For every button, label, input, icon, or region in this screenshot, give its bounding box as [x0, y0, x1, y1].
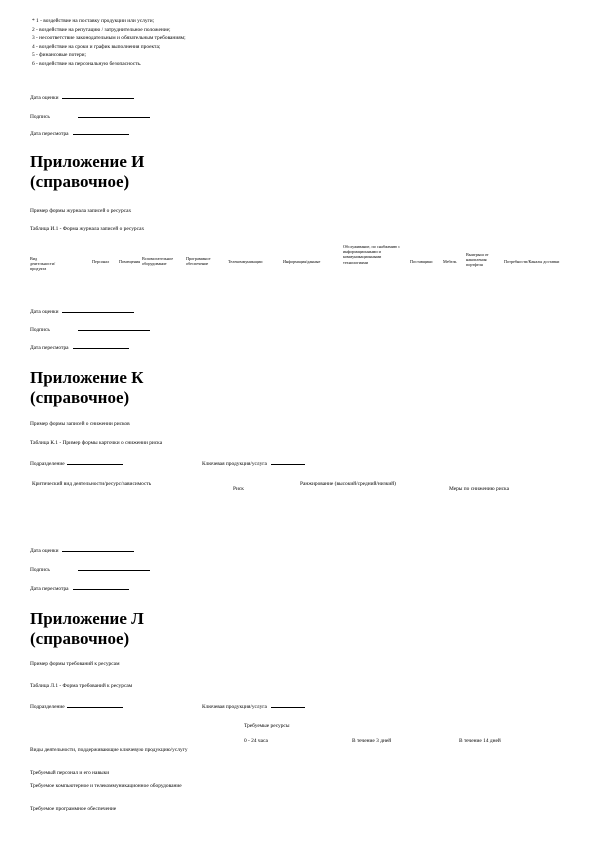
- assessment-date-label: Дата оценки: [30, 95, 59, 101]
- legend-item: 3 - несоответствие законодательным и обязательным требованиям;: [32, 35, 186, 42]
- resource-header: Требуемые ресурсы: [244, 723, 290, 729]
- review-date-label: Дата пересмотра: [30, 345, 69, 351]
- signature-field[interactable]: [78, 330, 150, 331]
- review-date-row: [30, 586, 129, 593]
- appendix-l-table-caption: Таблица Л.1 - Форма требований к ресурсам: [30, 683, 133, 689]
- period-header: 0 - 24 часа: [244, 738, 268, 744]
- signature-label: Подпись: [30, 567, 50, 573]
- department-row: [30, 704, 123, 711]
- legend-item: 5 - финансовые потери;: [32, 52, 87, 59]
- key-product-field[interactable]: [271, 707, 305, 708]
- column-header: Вид деятельности/продукта: [30, 256, 56, 272]
- review-date-label: Дата пересмотра: [30, 131, 69, 137]
- appendix-title-line: (справочное): [30, 629, 130, 648]
- appendix-k-subtitle: Пример формы записей о снижении рисков: [30, 421, 130, 427]
- signature-row: [30, 114, 150, 121]
- department-field[interactable]: [67, 707, 123, 708]
- signature-field[interactable]: [78, 570, 150, 571]
- signature-row: [30, 327, 150, 334]
- appendix-i-title: [30, 152, 144, 192]
- column-header: Поставщики: [410, 259, 433, 264]
- assessment-date-row: [30, 309, 134, 316]
- table-row-label: Требуемое компьютерное и телекоммуникационное оборудование: [30, 783, 182, 789]
- appendix-title-line: (справочное): [30, 388, 130, 407]
- assessment-date-row: [30, 95, 134, 102]
- key-product-label: Ключевая продукция/услуга: [202, 461, 267, 467]
- assessment-date-label: Дата оценки: [30, 548, 59, 554]
- column-header: Обслуживание, по снабжению с информационными и коммуникационными технологиями: [343, 244, 401, 265]
- assessment-date-field[interactable]: [62, 312, 134, 313]
- column-header: Ранжирование (высокий/средний/низкий): [300, 481, 396, 487]
- appendix-i-table-caption: Таблица И.1 - Форма журнала записей о ресурсах: [30, 226, 145, 232]
- review-date-row: [30, 131, 129, 138]
- appendix-l-subtitle: Пример формы требований к ресурсам: [30, 661, 120, 667]
- column-header: Выигрыш от накопления портфеля: [466, 252, 489, 268]
- review-date-label: Дата пересмотра: [30, 586, 69, 592]
- legend-item: 6 - воздействие на персональную безопасность.: [32, 60, 142, 67]
- appendix-title-line: Приложение К: [30, 368, 144, 387]
- review-date-field[interactable]: [73, 589, 129, 590]
- column-header: Мебель: [443, 259, 457, 264]
- signature-field[interactable]: [78, 117, 150, 118]
- appendix-title-line: (справочное): [30, 172, 130, 191]
- column-header: Критический вид деятельности/ресурс/зависимость: [32, 481, 152, 487]
- department-field[interactable]: [67, 464, 123, 465]
- column-header: Потребности/Каналы доставки: [504, 259, 560, 264]
- key-product-row: [202, 461, 305, 468]
- appendix-title-line: Приложение Л: [30, 609, 144, 628]
- signature-label: Подпись: [30, 327, 50, 333]
- column-header: Вспомогательное оборудование: [142, 256, 174, 267]
- table-row-label: Требуемое программное обеспечение: [30, 806, 117, 812]
- column-header: Риск: [233, 486, 244, 492]
- department-row: [30, 461, 123, 468]
- department-label: Подразделение: [30, 461, 65, 467]
- department-label: Подразделение: [30, 704, 65, 710]
- column-header: Телекоммуникации: [228, 259, 263, 264]
- assessment-date-field[interactable]: [62, 98, 134, 99]
- assessment-date-field[interactable]: [62, 551, 134, 552]
- assessment-date-label: Дата оценки: [30, 309, 59, 315]
- appendix-k-title: [30, 368, 143, 408]
- legend-item: * 1 - воздействие на поставку продукции или услуги;: [32, 18, 155, 24]
- key-product-label: Ключевая продукция/услуга: [202, 704, 267, 710]
- assessment-date-row: [30, 548, 134, 555]
- review-date-field[interactable]: [73, 348, 129, 349]
- impact-legend: [32, 18, 186, 70]
- legend-item: 2 - воздействие на репутацию / затруднительное положение;: [32, 26, 171, 33]
- table-row-label: Требуемый персонал и его навыки: [30, 770, 110, 776]
- appendix-l-title: [30, 609, 144, 649]
- column-header: Программное обеспечение: [186, 256, 211, 267]
- key-product-field[interactable]: [271, 464, 305, 465]
- appendix-k-table-caption: Таблица К.1 - Пример формы карточки о снижении риска: [30, 440, 163, 446]
- signature-label: Подпись: [30, 114, 50, 120]
- key-product-row: [202, 704, 305, 711]
- period-header: В течение 3 дней: [352, 738, 392, 744]
- period-header: В течение 14 дней: [459, 738, 501, 744]
- legend-item: 4 - воздействие на сроки и график выполнения проекта;: [32, 43, 161, 50]
- column-header: Информация/данные: [283, 259, 321, 264]
- appendix-i-subtitle: Пример формы журнала записей о ресурсах: [30, 208, 132, 214]
- review-date-field[interactable]: [73, 134, 129, 135]
- table-row-label: Виды деятельности, поддерживающие ключевую продукцию/услугу: [30, 747, 188, 753]
- column-header: Помещения: [119, 259, 141, 264]
- column-header: Персонал: [92, 259, 110, 264]
- signature-row: [30, 567, 150, 574]
- column-header: Меры по снижению риска: [449, 486, 509, 492]
- appendix-title-line: Приложение И: [30, 152, 145, 171]
- review-date-row: [30, 345, 129, 352]
